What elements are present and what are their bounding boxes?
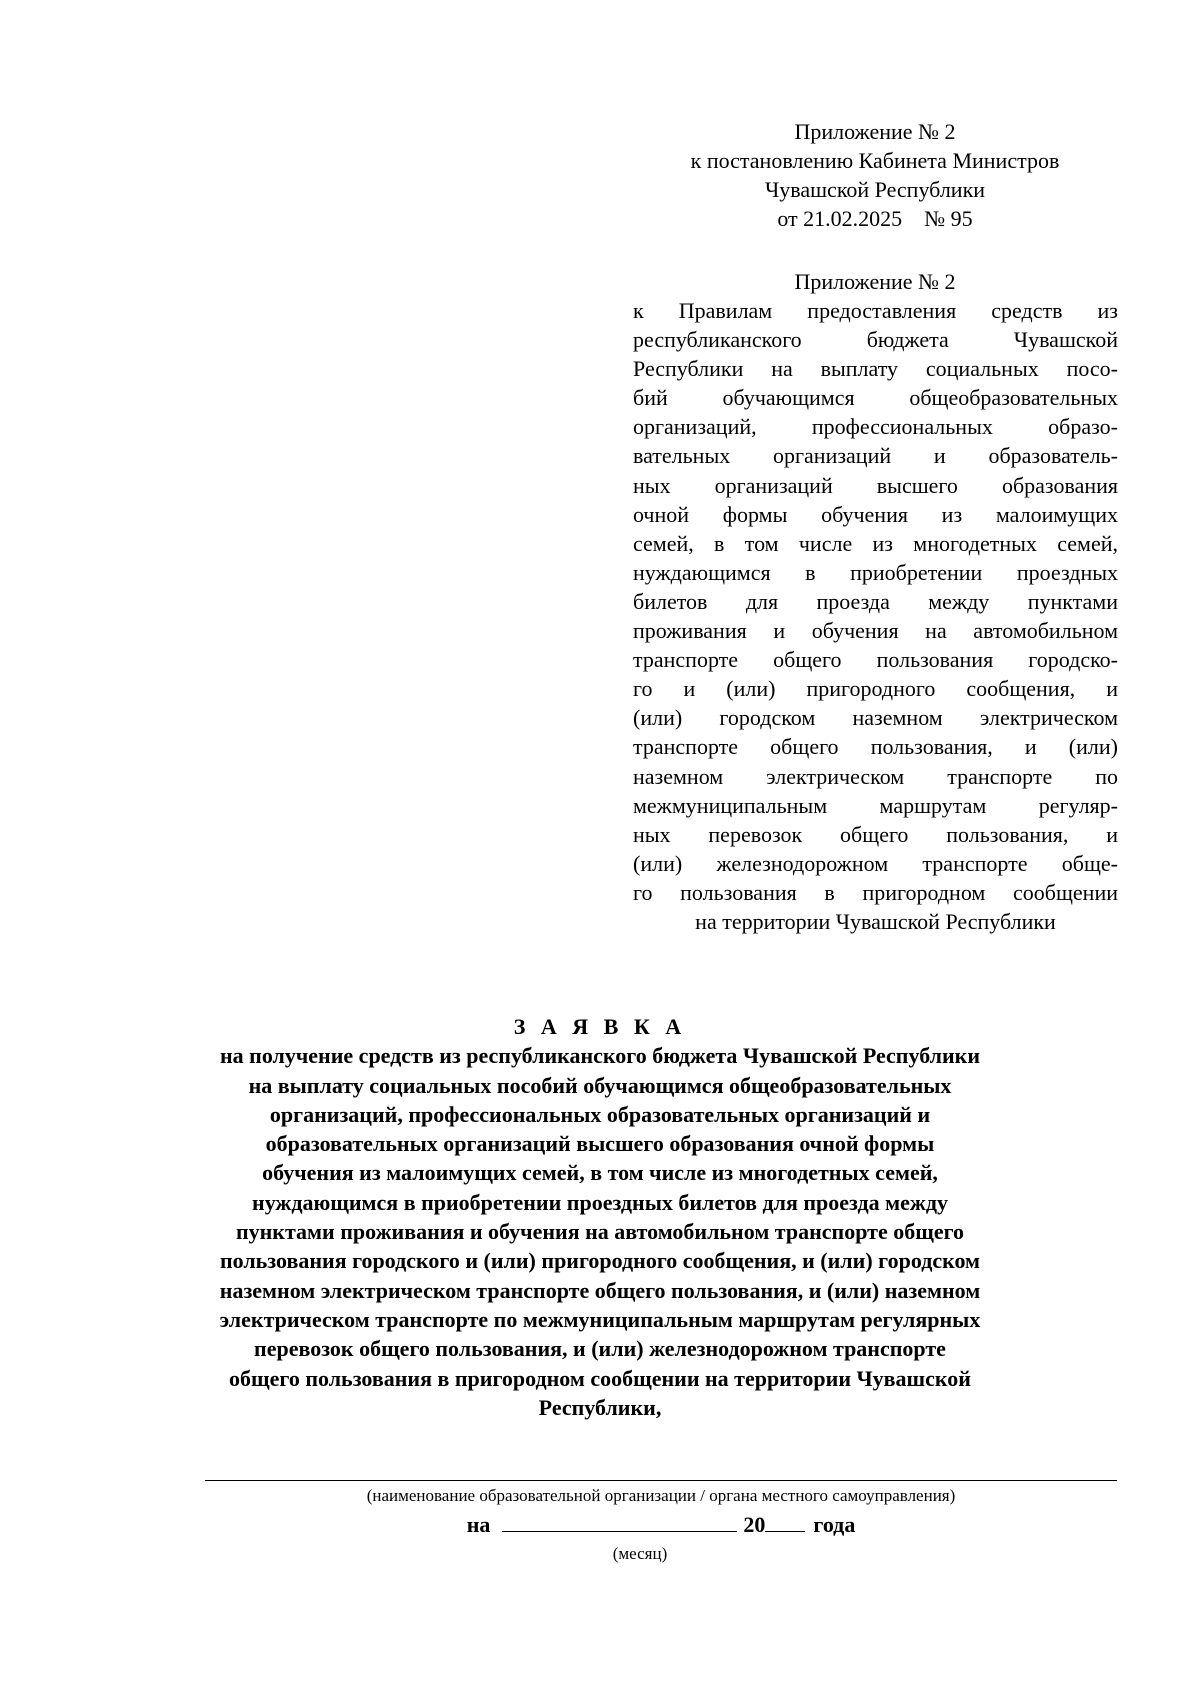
rules-text-line: Республики на выплату социальных посо- — [633, 356, 1118, 382]
application-title-line: на получение средств из республиканского бюджета Чувашской Республики — [219, 1043, 981, 1069]
rules-text-line: на территории Чувашской Республики — [695, 908, 1056, 934]
rules-text-line: межмуниципальным маршрутам регуляр- — [633, 792, 1118, 818]
rules-text-line: (или) железнодорожном транспорте обще- — [633, 850, 1118, 876]
application-title-line: Республики, — [538, 1394, 662, 1420]
rules-text-line: (или) городском наземном электрическом — [633, 705, 1118, 731]
application-title-line: электрическом транспорте по межмуниципальным маршрутам регулярных — [219, 1306, 981, 1332]
month-caption: (месяц) — [612, 1544, 668, 1563]
rules-text-line: семей, в том числе из многодетных семей, — [633, 530, 1118, 556]
rules-text-line: к Правилам предоставления средств из — [633, 298, 1118, 323]
rules-text-line: бий обучающимся общеобразовательных — [633, 385, 1118, 411]
rules-text-line: го и (или) пригородного сообщения, и — [633, 676, 1118, 702]
rules-text-line: очной формы обучения из малоимущих — [633, 501, 1118, 527]
period-suffix: года — [813, 1512, 856, 1537]
rules-text-line: транспорте общего пользования городско- — [633, 647, 1118, 673]
appendix-rules-title-block — [645, 267, 1105, 296]
rules-text-line: организаций, профессиональных образо- — [633, 414, 1118, 440]
appendix-decree-block — [645, 117, 1105, 233]
rules-text-line: билетов для проезда между пунктами — [633, 588, 1118, 614]
rules-text-line: вательных организаций и образователь- — [633, 443, 1118, 469]
rules-text-line: го пользования в пригородном сообщении — [633, 879, 1118, 905]
period-line — [205, 1510, 1117, 1540]
appendix-rules-text — [633, 296, 1118, 936]
application-heading: З А Я В К А — [513, 1014, 687, 1039]
rules-text-line: транспорте общего пользования, и (или) — [633, 734, 1118, 760]
application-title-block — [150, 1012, 1050, 1422]
appendix-decree-date: от 21.02.2025 № 95 — [777, 206, 973, 231]
application-title-line: обучения из малоимущих семей, в том числе из многодетных семей, — [262, 1160, 938, 1186]
month-field[interactable] — [502, 1511, 737, 1532]
year-field[interactable] — [765, 1511, 805, 1532]
application-title-line: пользования городского и (или) пригородного сообщения, и (или) городском — [219, 1248, 981, 1274]
application-title-line: на выплату социальных пособий обучающимся общеобразовательных — [248, 1072, 952, 1098]
application-title-line: пунктами проживания и обучения на автомобильном транспорте общего — [235, 1219, 965, 1245]
rules-text-line: ных организаций высшего образования — [633, 472, 1118, 498]
application-title-line: образовательных организаций высшего образования очной формы — [265, 1131, 935, 1157]
organization-name-caption: (наименование образовательной организации / органа местного самоуправления) — [366, 1486, 956, 1505]
rules-text-line: наземном электрическом транспорте по — [633, 763, 1118, 789]
year-prefix: 20 — [743, 1512, 766, 1537]
period-prefix: на — [466, 1512, 491, 1537]
application-title-line: нуждающимся в приобретении проездных билетов для проезда между — [252, 1189, 948, 1215]
rules-text-line: республиканского бюджета Чувашской — [633, 327, 1118, 353]
application-title-line: перевозок общего пользования, и (или) железнодорожном транспорте — [254, 1336, 946, 1362]
appendix-decree-line: Чувашской Республики — [764, 177, 986, 202]
appendix-decree-line: Приложение № 2 — [794, 119, 956, 144]
rules-text-line: нуждающимся в приобретении проездных — [633, 559, 1118, 585]
application-title-line: общего пользования в пригородном сообщении на территории Чувашской — [229, 1365, 971, 1391]
rules-text-line: ных перевозок общего пользования, и — [633, 821, 1118, 847]
application-title-line: наземном электрическом транспорте общего пользования, и (или) наземном — [219, 1277, 981, 1303]
organization-name-field[interactable] — [205, 1480, 1117, 1481]
appendix-decree-line: к постановлению Кабинета Министров — [690, 148, 1060, 173]
rules-text-line: проживания и обучения на автомобильном — [633, 618, 1118, 644]
appendix-rules-title: Приложение № 2 — [794, 269, 956, 294]
application-title-line: организаций, профессиональных образовательных организаций и — [269, 1101, 931, 1127]
